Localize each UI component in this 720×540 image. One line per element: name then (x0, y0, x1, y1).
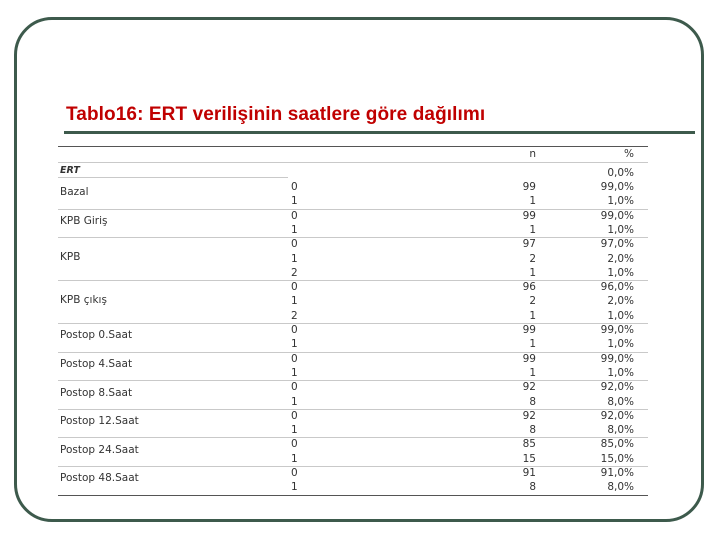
table-cell-code: 2 (291, 309, 298, 322)
table-cell-percent: 99,0% (600, 181, 634, 193)
table-cell-percent: 1,0% (607, 366, 634, 379)
table-cell-code: 1 (291, 338, 298, 351)
table-cell-code: 0 (291, 281, 298, 294)
table-cell-n: 8 (529, 395, 536, 408)
title-rule (64, 131, 695, 134)
table-cell-percent: 1,0% (607, 195, 634, 208)
table-cell-percent: 2,0% (607, 252, 634, 265)
table-cell-code: 1 (291, 395, 298, 408)
row-group-label: Postop 12.Saat (60, 415, 139, 428)
table-cell-n: 92 (522, 381, 536, 394)
table-cell-percent: 99,0% (600, 209, 634, 222)
table-cell-percent: 91,0% (600, 467, 634, 479)
table-cell-code: 0 (291, 324, 298, 336)
table-cell-n: 15 (522, 452, 536, 465)
row-group-label: KPB çıkış (60, 293, 107, 306)
ert-header-label: ERT (60, 165, 80, 176)
group-divider (58, 466, 648, 467)
table-cell-code: 2 (291, 266, 298, 279)
table-cell-code: 1 (291, 252, 298, 265)
table-cell-n: 8 (529, 481, 536, 494)
table-cell-percent: 97,0% (600, 238, 634, 251)
row-group-label: KPB (60, 250, 81, 263)
table-cell-percent: 2,0% (607, 295, 634, 308)
table-cell-percent: 96,0% (600, 281, 634, 294)
table-cell-code: 0 (291, 238, 298, 251)
ert-header-percent: 0,0% (607, 167, 634, 179)
table-cell-code: 0 (291, 381, 298, 394)
table-cell-percent: 1,0% (607, 223, 634, 236)
table-top-border (58, 146, 648, 147)
row-group-label: Bazal (60, 186, 89, 199)
table-cell-percent: 99,0% (600, 324, 634, 336)
table-cell-n: 1 (529, 266, 536, 279)
group-divider (58, 380, 648, 381)
table-cell-code: 1 (291, 295, 298, 308)
table-cell-code: 1 (291, 195, 298, 208)
row-group-label: KPB Giriş (60, 214, 108, 227)
row-group-label: Postop 0.Saat (60, 329, 133, 342)
row-group-label: Postop 48.Saat (60, 472, 139, 485)
table-cell-percent: 1,0% (607, 266, 634, 279)
group-divider (58, 280, 648, 281)
row-group-label: Postop 4.Saat (60, 357, 133, 370)
table-cell-n: 91 (522, 467, 536, 479)
column-header-n: n (529, 148, 536, 160)
table-cell-n: 85 (522, 438, 536, 451)
table-cell-percent: 92,0% (600, 381, 634, 394)
table-cell-n: 99 (522, 209, 536, 222)
table-cell-code: 0 (291, 409, 298, 422)
group-divider (58, 237, 648, 238)
table-cell-percent: 99,0% (600, 352, 634, 365)
slide-title: Tablo16: ERT verilişinin saatlere göre dağılımı (66, 104, 486, 125)
table-cell-n: 2 (529, 252, 536, 265)
table-cell-code: 0 (291, 352, 298, 365)
row-group-label: Postop 8.Saat (60, 386, 133, 399)
table-cell-code: 1 (291, 452, 298, 465)
group-divider (58, 323, 648, 324)
distribution-table (58, 146, 648, 494)
table-bottom-border (58, 495, 648, 496)
table-cell-code: 1 (291, 481, 298, 494)
table-cell-code: 1 (291, 223, 298, 236)
group-divider (58, 409, 648, 410)
table-cell-percent: 1,0% (607, 309, 634, 322)
table-cell-percent: 92,0% (600, 409, 634, 422)
table-cell-n: 96 (522, 281, 536, 294)
label-divider (58, 177, 288, 178)
table-cell-code: 0 (291, 467, 298, 479)
table-cell-code: 0 (291, 209, 298, 222)
table-cell-n: 1 (529, 366, 536, 379)
table-cell-percent: 85,0% (600, 438, 634, 451)
header-divider (58, 162, 648, 163)
table-cell-n: 1 (529, 223, 536, 236)
table-cell-percent: 8,0% (607, 395, 634, 408)
table-cell-n: 97 (522, 238, 536, 251)
table-cell-n: 99 (522, 181, 536, 193)
column-header-percent: % (624, 148, 634, 160)
table-cell-n: 1 (529, 338, 536, 351)
group-divider (58, 352, 648, 353)
table-cell-percent: 1,0% (607, 338, 634, 351)
table-cell-n: 92 (522, 409, 536, 422)
table-cell-n: 99 (522, 352, 536, 365)
table-cell-n: 1 (529, 309, 536, 322)
table-cell-n: 99 (522, 324, 536, 336)
table-cell-percent: 8,0% (607, 424, 634, 437)
table-cell-n: 2 (529, 295, 536, 308)
table-cell-percent: 15,0% (600, 452, 634, 465)
row-group-label: Postop 24.Saat (60, 443, 139, 456)
table-cell-n: 1 (529, 195, 536, 208)
table-cell-code: 0 (291, 181, 298, 193)
table-cell-percent: 8,0% (607, 481, 634, 494)
table-cell-code: 0 (291, 438, 298, 451)
table-cell-n: 8 (529, 424, 536, 437)
table-cell-code: 1 (291, 366, 298, 379)
group-divider (58, 209, 648, 210)
group-divider (58, 437, 648, 438)
table-cell-code: 1 (291, 424, 298, 437)
